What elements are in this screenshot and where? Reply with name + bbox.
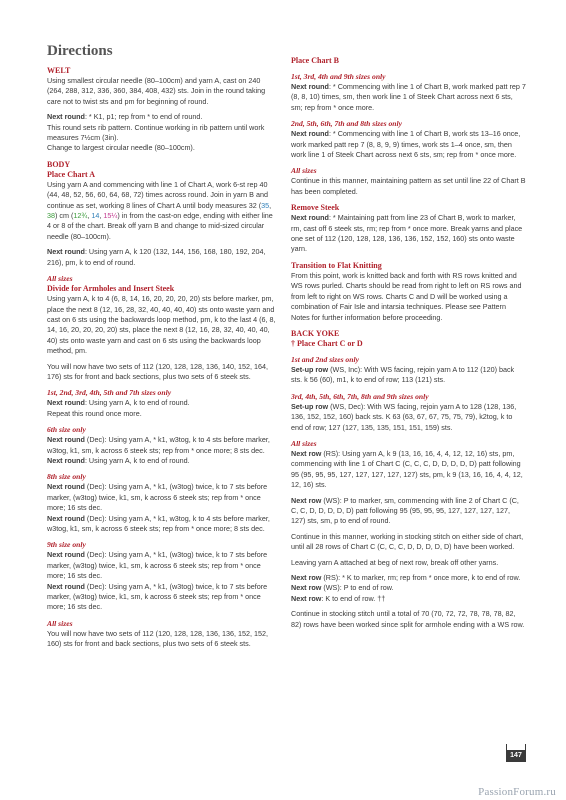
- size-6-heading: 6th size only: [47, 425, 86, 435]
- next-round-text: : * Commencing with line 1 of Chart B, work marked patt rep 7 (8, 8, 10) times, sm, then work line 1 of Steek Chart across next 6 sts, sm; rep from * once more.: [291, 82, 526, 112]
- next-round-label: Next round: [47, 435, 85, 445]
- welt-heading: WELT: [47, 66, 71, 75]
- divide-paragraph: Using yarn A, k to 4 (6, 8, 14, 16, 20, 20, 20, 20) sts before marker, pm, place the next 8 (12, 16, 28, 32, 40, 40, 40, 40) sts onto waste yarn and cast on 6 sts using the backwards loop method, pm, k to the last 4 (6, 8, 14, 16, 20, 20, 20, 20) sts, place the next 8 (12, 16, 28, 32, 40, 40, 40, 40) sts onto waste yarn and cast on 6 sts using the backwards loop method, pm.: [47, 294, 276, 356]
- transition-paragraph: From this point, work is knitted back and forth with RS rows knitted and WS rows purled. Charts should be read from right to left on RS rows and from left to right on WS rows. Charts C and D will be worked using a combination of Fair Isle and intarsia techniques. Please see Pattern Notes for further information before proceeding.: [291, 270, 522, 322]
- next-round-text: : * Maintaining patt from line 23 of Chart B, work to marker, rm, cast off 6 steek sts, rm; rep from * once more. Break yarns and place one set of 112 (120, 128, 128, 136, 136, 152, 152, 160) sts onto waste yarn.: [291, 213, 523, 254]
- transition-heading: Transition to Flat Knitting: [291, 260, 382, 270]
- separator: ,: [99, 211, 104, 221]
- next-round-text: : Using yarn A, k 120 (132, 144, 156, 168, 180, 192, 204, 216), pm, k to end of round.: [47, 247, 266, 267]
- divide-result-paragraph: You will now have two sets of 112 (120, 128, 128, 136, 140, 152, 164, 176) sts for front and back sections, plus two sets of 6 steek sts.: [47, 361, 268, 381]
- welt-change-needle: Change to largest circular needle (80–100cm).: [47, 143, 195, 153]
- size-8-heading: 8th size only: [47, 472, 86, 482]
- end-paragraph: You will now have two sets of 112 (120, 128, 128, 136, 136, 152, 152, 160) sts for front and back sections, plus two sets of 6 steek sts.: [47, 628, 268, 649]
- size-38: 38: [47, 211, 55, 221]
- body-paragraph: [47, 180, 278, 242]
- sizes-1349-heading: 1st, 3rd, 4th and 9th sizes only: [291, 72, 386, 81]
- next-round-label: Next round: [47, 398, 85, 408]
- size-14: 14: [91, 211, 100, 221]
- b2-next-round: [291, 129, 526, 160]
- welt-paragraph: Using smallest circular needle (80–100cm) and yarn A, cast on 240 (264, 288, 312, 336, 360, 384, 408, 432) sts. Join in the round taking care not to twist sts and pm for beginning of round.: [47, 76, 266, 106]
- next-round-label: Next round: [47, 550, 85, 560]
- next-row-text: (RS): Using yarn A, k 9 (13, 16, 16, 4, 4, 12, 12, 16) sts, pm, commencing with line 1 of Chart C (C, C, C, D, D, D, D, D) patt following 95 (95, 95, 95, 127, 127, 127, 127, 127) sts, pm, k 9 (13, 16, 16, 4, 4, 12, 12, 16) sts.: [291, 448, 523, 490]
- left-column: [47, 30, 278, 655]
- size-15: 15¼: [103, 211, 118, 221]
- next-round-label: Next round: [47, 482, 85, 492]
- next-row-text: : K to end of row. ††: [321, 593, 386, 603]
- next-round-text: : * K1, p1; rep from * to end of round.: [84, 112, 203, 122]
- next-round-text: (Dec): Using yarn A, * k1, (w3tog) twice, k to 7 sts before marker, (w3tog) twice, k1, sm, k across 6 steek sts; rep from * once more; 16 sts dec.: [47, 550, 268, 581]
- sizes-1357-heading: 1st, 2nd, 3rd, 4th, 5th and 7th sizes only: [47, 388, 172, 398]
- setup-row-text: (WS, Inc): With WS facing, rejoin yarn A to 112 (120) back sts. k 56 (60), m1, k to end of row; 113 (121) sts.: [291, 364, 515, 385]
- divide-heading: Divide for Armholes and Insert Steek: [47, 284, 175, 294]
- sizes-25678-heading: 2nd, 5th, 6th, 7th and 8th sizes only: [291, 119, 402, 129]
- s1357-repeat: Repeat this round once more.: [47, 408, 142, 418]
- size-35: 35: [261, 200, 270, 210]
- s9-next-round-1: [47, 550, 278, 581]
- next-row-label: Next row: [291, 495, 322, 505]
- sizes-3to9-heading: 3rd, 4th, 5th, 6th, 7th, 8th and 9th sizes only: [291, 391, 429, 401]
- next-round-label: Next round: [47, 112, 85, 122]
- next-round-label: Next round: [47, 581, 85, 591]
- size-9-heading: 9th size only: [47, 540, 86, 550]
- next-row-label: Next row: [291, 573, 322, 582]
- welt-next-round: [47, 112, 278, 122]
- place-chart-a-heading: Place Chart A: [47, 169, 95, 179]
- nr3-next-row: [291, 573, 526, 583]
- nr2-next-row: [291, 496, 526, 527]
- remove-steek-heading: Remove Steek: [291, 203, 340, 213]
- s9-next-round-2: [47, 582, 278, 613]
- body-heading: BODY: [47, 159, 71, 169]
- page-number: 147: [506, 750, 526, 762]
- watermark: PassionForum.ru: [478, 786, 556, 798]
- continue-paragraph: Continue in this manner, working in stocking stitch on either side of chart, until all 28 rows of Chart C (C, C, C, D, D, D, D, D) have been worked.: [291, 531, 524, 552]
- b3-paragraph: Continue in this manner, maintaining pattern as set until line 22 of Chart B has been completed.: [291, 176, 526, 196]
- b1-next-round: [291, 82, 526, 113]
- sizes-12-heading: 1st and 2nd sizes only: [291, 354, 359, 364]
- next-round-label: Next round: [47, 455, 85, 465]
- next-round-text: (Dec): Using yarn A, * k1, w3tog, k to 4 sts before marker, w3tog, k1, sm, k across 6 steek sts; rep from * once more; 8 sts dec.: [47, 513, 270, 533]
- next-row-text: (RS): * K to marker, rm; rep from * once more, k to end of row.: [321, 573, 521, 582]
- next-round-label: Next round: [291, 129, 329, 139]
- page-title: Directions: [47, 43, 113, 59]
- place-chart-b-heading: Place Chart B: [291, 56, 339, 65]
- next-row-label: Next row: [291, 593, 322, 603]
- setup-row-label: Set-up row: [291, 401, 329, 411]
- s12-setup-row: [291, 365, 526, 386]
- next-round-label: Next round: [47, 247, 85, 257]
- nr5-next-row: [291, 594, 526, 604]
- separator: ,: [269, 200, 272, 210]
- final-paragraph: Continue in stocking stitch until a total of 70 (70, 72, 72, 78, 78, 78, 82, 82) rows have been worked since split for armhole ending with a WS row.: [291, 609, 525, 629]
- s6-next-round-1: [47, 435, 278, 456]
- next-round-text: (Dec): Using yarn A, * k1, (w3tog) twice, k to 7 sts before marker, (w3tog) twice, k1, sm, k across 6 steek sts; rep from * once more; 16 sts dec.: [47, 581, 268, 612]
- next-round-text: (Dec): Using yarn A, * k1, w3tog, k to 4 sts before marker, w3tog, k1, sm, k across 6 steek sts; rep from * once more; 8 sts dec.: [47, 435, 270, 455]
- body-text: ) cm (: [55, 211, 74, 221]
- separator: ,: [87, 211, 92, 221]
- right-column: [291, 56, 526, 635]
- next-row-label: Next row: [291, 583, 322, 593]
- next-row-text: (WS): P to end of row.: [321, 583, 394, 593]
- next-round-label: Next round: [291, 82, 329, 91]
- all-sizes-heading-3: All sizes: [291, 166, 317, 176]
- s6-next-round-2: [47, 456, 278, 466]
- setup-row-label: Set-up row: [291, 364, 329, 374]
- next-round-label: Next round: [291, 213, 329, 223]
- next-row-label: Next row: [291, 448, 322, 458]
- welt-rib-pattern: This round sets rib pattern. Continue working in rib pattern until work measures 7½cm (3in).: [47, 122, 265, 143]
- remove-steek-next-round: [291, 213, 526, 255]
- body-text: ) in from the cast-on edge, ending with either line 4 or 8 of the chart. Break off yarn B and change to mid-sized circular needle (80–100cm).: [47, 211, 273, 241]
- nr1-next-row: [291, 449, 526, 491]
- body-next-round: [47, 247, 278, 268]
- s8-next-round-1: [47, 482, 278, 513]
- all-sizes-heading-4: All sizes: [291, 438, 317, 448]
- s8-next-round-2: [47, 514, 278, 535]
- next-round-text: : * Commencing with line 1 of Chart B, work sts 13–16 once, work marked patt rep 7 (8, 8, 9, 9) times, work sts 1–4 once, sm, then work line 1 of Steek Chart across next 6 sts, sm; rep from * once more.: [291, 129, 521, 160]
- next-round-label: Next round: [47, 513, 85, 523]
- leave-yarn-paragraph: Leaving yarn A attached at beg of next row, break off other yarns.: [291, 557, 499, 567]
- next-round-text: : Using yarn A, k to end of round.: [84, 455, 190, 465]
- setup-row-text: (WS, Dec): With WS facing, rejoin yarn A to 128 (128, 136, 136, 152, 152, 160) back sts. K 63 (63, 67, 67, 75, 75, 79), k2tog, k to end of row; 127 (127, 135, 135, 151, 151, 159) sts.: [291, 401, 517, 432]
- size-12: 12¾: [73, 211, 88, 221]
- place-chart-cd-heading: † Place Chart C or D: [291, 338, 363, 348]
- next-row-text: (WS): P to marker, sm, commencing with line 2 of Chart C (C, C, C, D, D, D, D, D) patt following 95 (95, 95, 95, 127, 127, 127, 127, 127) sts, sm, p to end of round.: [291, 495, 519, 526]
- next-round-text: : Using yarn A, k to end of round.: [84, 398, 190, 408]
- nr4-next-row: [291, 583, 526, 593]
- body-text: Using yarn A and commencing with line 1 of Chart A, work 6-st rep 40 (44, 48, 52, 56, 60, 64, 68, 72) times across round. Join in yarn B and continue as set, working 8 lines of Chart A until body measures 32 (: [47, 179, 268, 210]
- all-sizes-heading: All sizes: [47, 274, 73, 284]
- s39-setup-row: [291, 402, 526, 433]
- next-round-text: (Dec): Using yarn A, * k1, (w3tog) twice, k to 7 sts before marker, (w3tog) twice, k1, sm, k across 6 steek sts; rep from * once more; 16 sts dec.: [47, 482, 268, 513]
- back-yoke-heading: BACK YOKE: [291, 328, 340, 338]
- s1357-next-round: [47, 398, 278, 408]
- all-sizes-heading-2: All sizes: [47, 618, 73, 628]
